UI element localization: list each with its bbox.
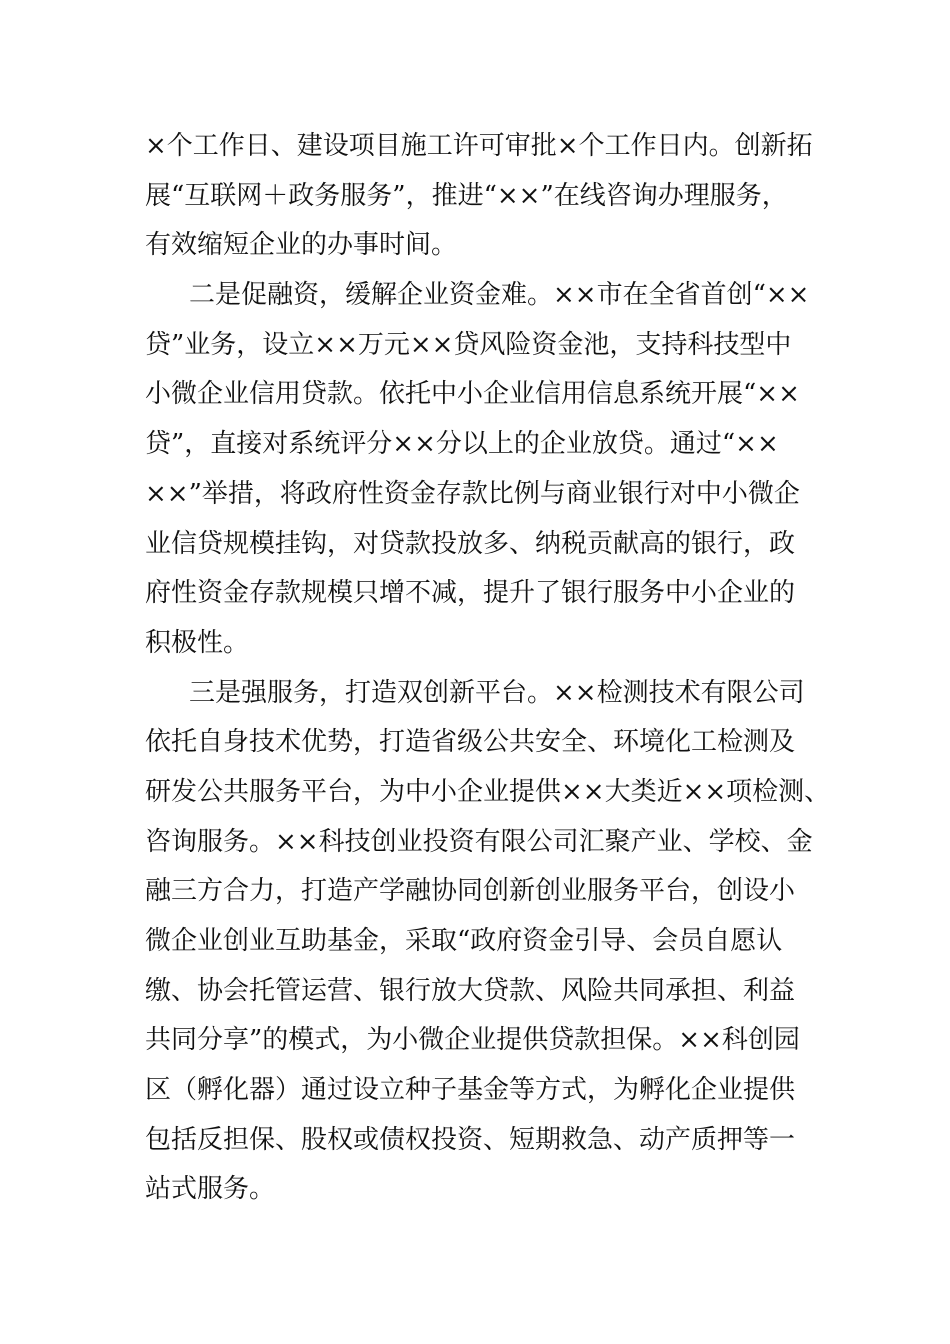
text-line: 微企业创业互助基金，采取“政府资金引导、会员自愿认 <box>145 926 783 956</box>
text-line: 咨询服务。××科技创业投资有限公司汇聚产业、学校、金 <box>145 826 813 857</box>
text-line: 贷”业务，设立××万元××贷风险资金池，支持科技型中 <box>145 329 792 360</box>
text-line: 有效缩短企业的办事时间。 <box>145 230 458 261</box>
body-text <box>145 122 835 1215</box>
text-line: 区（孵化器）通过设立种子基金等方式，为孵化企业提供 <box>145 1075 796 1106</box>
text-line: 依托自身技术优势，打造省级公共安全、环境化工检测及 <box>145 727 796 758</box>
text-line: 三是强服务，打造双创新平台。××检测技术有限公司 <box>189 677 805 708</box>
text-line: 展“互联网＋政务服务”，推进“××”在线咨询办理服务， <box>145 180 788 211</box>
text-line: 业信贷规模挂钩，对贷款投放多、纳税贡献高的银行，政 <box>145 528 796 559</box>
paragraph-services <box>145 669 835 1216</box>
text-line: 小微企业信用贷款。依托中小企业信用信息系统开展“×× <box>145 379 800 410</box>
paragraph-continuation <box>145 122 835 271</box>
text-line: 贷”，直接对系统评分××分以上的企业放贷。通过“×× <box>145 429 779 460</box>
text-line: 积极性。 <box>145 627 250 658</box>
text-line: 研发公共服务平台，为中小企业提供××大类近××项检测、 <box>145 776 831 807</box>
text-line: 缴、协会托管运营、银行放大贷款、风险共同承担、利益 <box>145 975 796 1006</box>
text-line: ×个工作日、建设项目施工许可审批×个工作日内。创新拓 <box>145 131 813 161</box>
text-line: 包括反担保、股权或债权投资、短期救急、动产质押等一 <box>145 1124 796 1155</box>
text-line: 二是促融资，缓解企业资金难。××市在全省首创“×× <box>189 280 810 311</box>
text-line: 共同分享”的模式，为小微企业提供贷款担保。××科创园 <box>145 1025 800 1056</box>
text-line: 融三方合力，打造产学融协同创新创业服务平台，创设小 <box>145 876 796 907</box>
text-line: 站式服务。 <box>145 1174 276 1205</box>
text-line: 府性资金存款规模只增不减，提升了银行服务中小企业的 <box>145 578 796 609</box>
text-line: ××”举措，将政府性资金存款比例与商业银行对中小微企 <box>145 478 800 509</box>
paragraph-financing <box>145 271 835 669</box>
